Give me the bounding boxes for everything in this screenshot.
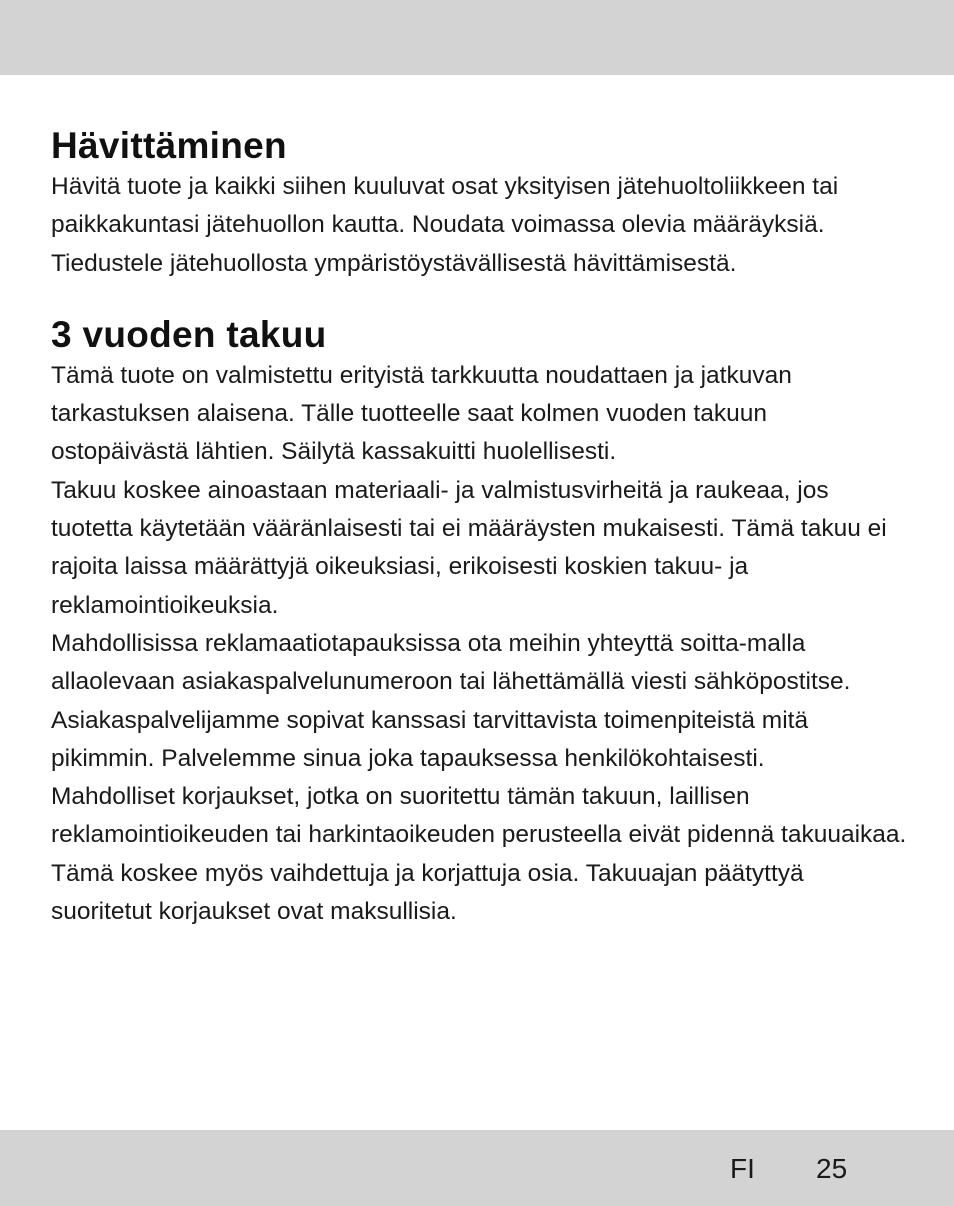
header-band bbox=[0, 0, 954, 75]
disposal-heading: Hävittäminen bbox=[51, 125, 287, 166]
warranty-section bbox=[51, 313, 911, 931]
footer-band bbox=[0, 1130, 954, 1206]
warranty-paragraph-4: Mahdolliset korjaukset, jotka on suoritettu tämän takuun, laillisen reklamointioikeuden tai harkintaoikeuden perusteella eivät pidennä takuuaikaa. Tämä koskee myös vaihdettuja ja korjattuja osia. Takuuajan päätyttyä suoritetut korjaukset ovat maksullisia. bbox=[51, 783, 907, 926]
warranty-paragraph-1: Tämä tuote on valmistettu erityistä tarkkuutta noudattaen ja jatkuvan tarkastuksen alaisena. Tälle tuotteelle saat kolmen vuoden takuun ostopäivästä lähtien. Säilytä kassakuitti huolellisesti. bbox=[51, 361, 792, 466]
warranty-paragraph-3: Mahdollisissa reklamaatiotapauksissa ota meihin yhteyttä soitta-malla allaolevaan asiakaspalvelunumeroon tai lähettämällä viesti sähköpostitse. Asiakaspalvelijamme sopivat kanssasi tarvittavista toimenpiteistä mitä pikimmin. Palvelemme sinua joka tapauksessa henkilökohtaisesti. bbox=[51, 629, 851, 772]
footer-language-code: FI bbox=[730, 1153, 755, 1184]
warranty-paragraph-2: Takuu koskee ainoastaan materiaali- ja valmistusvirheitä ja raukeaa, jos tuotetta käytetään vääränlaisesti tai ei määräysten mukaisesti. Tämä takuu ei rajoita laissa määrättyjä oikeuksiasi, erikoisesti koskien takuu- ja reklamointioikeuksia. bbox=[51, 476, 887, 619]
disposal-paragraph: Hävitä tuote ja kaikki siihen kuuluvat osat yksityisen jätehuoltoliikkeen tai paikkakuntasi jätehuollon kautta. Noudata voimassa olevia määräyksiä. Tiedustele jätehuollosta ympäristöystävällisestä hävittämisestä. bbox=[51, 173, 839, 277]
page-content bbox=[51, 124, 911, 931]
warranty-heading: 3 vuoden takuu bbox=[51, 313, 327, 355]
footer-page-number: 25 bbox=[816, 1153, 848, 1184]
disposal-section bbox=[51, 124, 911, 283]
section-spacer bbox=[51, 283, 911, 313]
